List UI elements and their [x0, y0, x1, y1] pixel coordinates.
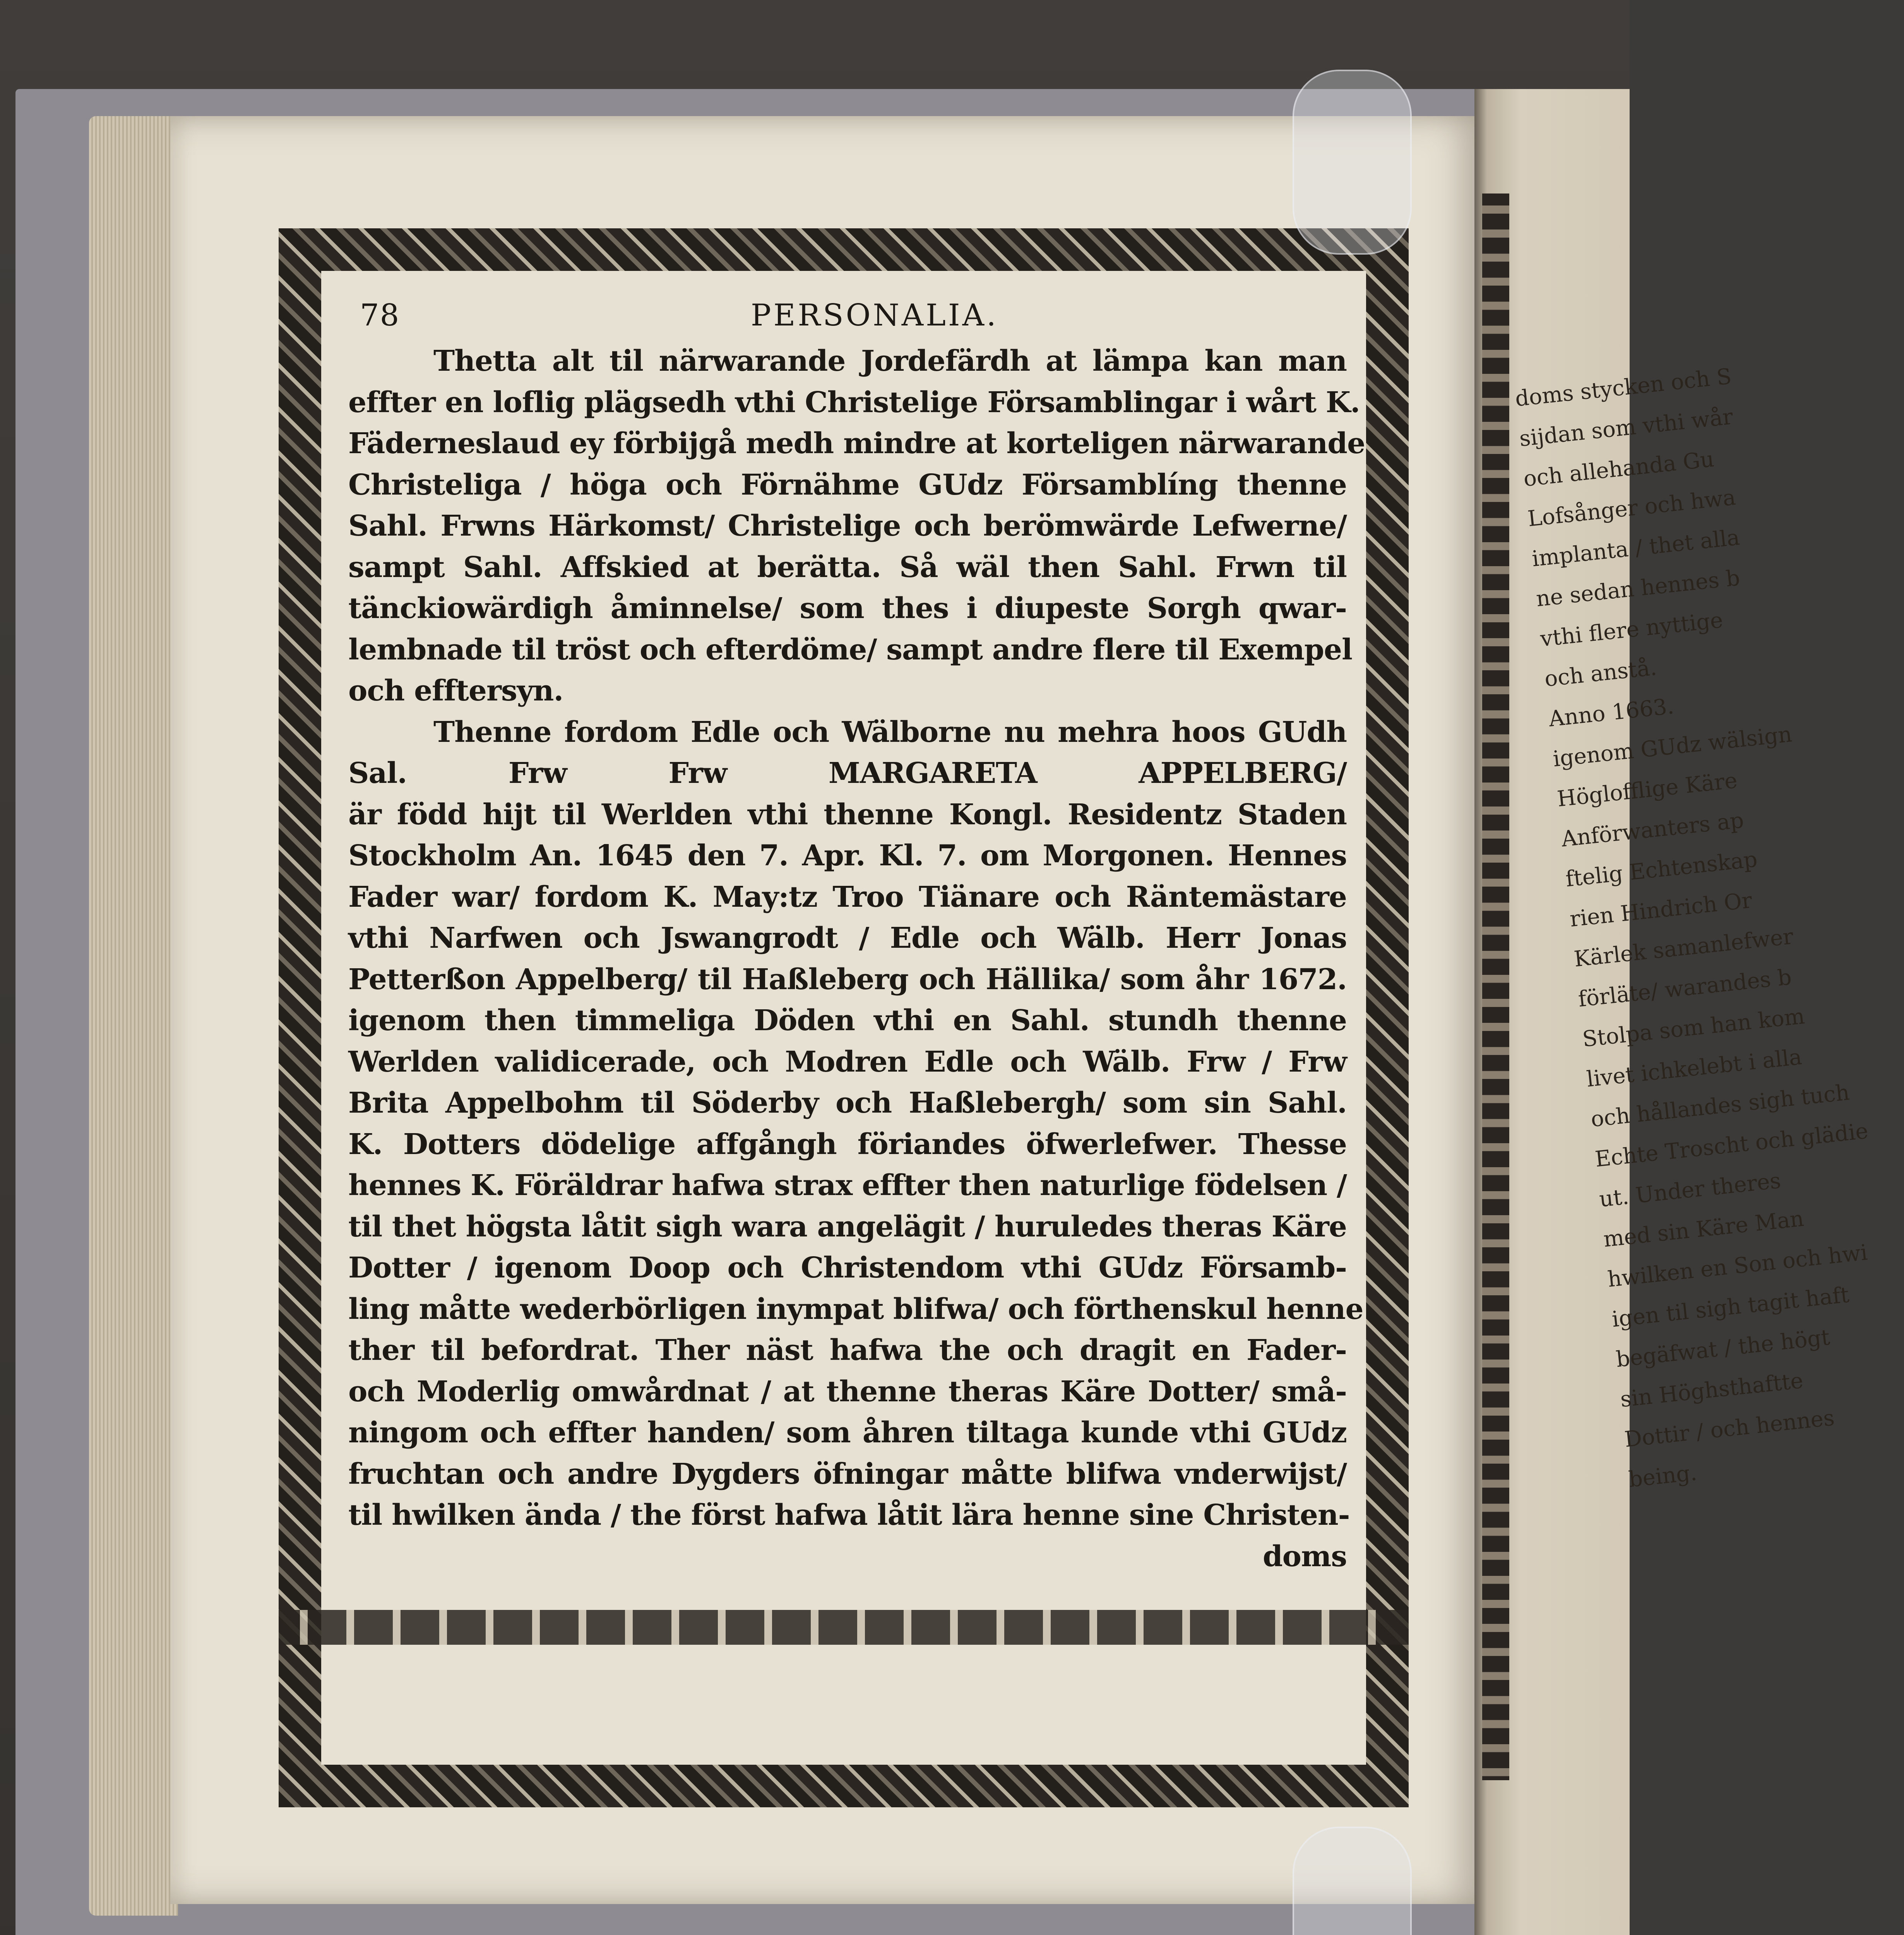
- text-line: tänckiowärdigh åminnelse/ som thes i diupeste Sorgh qwar-: [348, 592, 1347, 625]
- text-line: Petterßon Appelberg/ til Haßleberg och Hällika/ som åhr 1672.: [348, 962, 1347, 996]
- facing-text-line: och anstå.: [1543, 655, 1658, 692]
- facing-text-line: och hållandes sigh tuch: [1589, 1080, 1851, 1132]
- facing-text-line: ne sedan hennes b: [1535, 565, 1741, 612]
- facing-text-line: vthi flere nyttige: [1539, 607, 1724, 652]
- text-line: Werlden validicerade, och Modren Edle och Wälb. Frw / Frw: [348, 1045, 1347, 1079]
- facing-text-line: Kärlek samanlefwer: [1573, 924, 1794, 972]
- running-head: PERSONALIA.: [751, 298, 998, 333]
- text-line: Brita Appelbohm til Söderby och Haßlebergh/ som sin Sahl.: [348, 1086, 1347, 1120]
- text-line: ningom och effter handen/ som åhren tiltaga kunde vthi GUdz: [348, 1416, 1347, 1449]
- facing-text-line: sijdan som vthi wår: [1518, 404, 1734, 452]
- text-line: Sahl. Frwns Härkomst/ Christelige och berömwärde Lefwerne/: [348, 509, 1347, 543]
- text-block: [348, 298, 1365, 1577]
- text-line: Fader war/ fordom K. May:tz Troo Tiänare och Räntemästare: [348, 880, 1347, 914]
- ornamental-frame-inner-band: [279, 1610, 1409, 1645]
- facing-text-line: ftelig Echtenskap: [1564, 847, 1759, 892]
- facing-text-line: rien Hindrich Or: [1568, 888, 1753, 932]
- page-header: [348, 298, 1347, 341]
- bottom-clip: [1293, 1827, 1412, 1935]
- facing-text-line: Stolpa som han kom: [1581, 1003, 1806, 1052]
- facing-text-line: förläte/ warandes b: [1577, 964, 1793, 1012]
- text-line: Dotter / igenom Doop och Christendom vthi GUdz Församb-: [348, 1251, 1347, 1284]
- text-line: och efftersyn.: [348, 674, 563, 707]
- text-line: fruchtan och andre Dygders öfningar måtte blifwa vnderwijst/: [348, 1457, 1347, 1491]
- facing-text-line: implanta / thet alla: [1531, 525, 1741, 572]
- page-edges: [89, 116, 178, 1916]
- text-line: effter en loflig plägsedh vthi Christelige Församblingar i wårt K.: [348, 385, 1360, 419]
- facing-text-line: doms stycken och S: [1514, 364, 1733, 412]
- facing-text-line: Echte Troscht och glädie: [1594, 1118, 1870, 1172]
- facing-text-line: Anförwanters ap: [1560, 808, 1745, 852]
- text-line: hennes K. Föräldrar hafwa strax effter then naturlige födelsen /: [348, 1169, 1347, 1202]
- text-line: Christeliga / höga och Förnähme GUdz Församblíng thenne: [348, 468, 1347, 502]
- facing-text-line: livet ichkelebt i alla: [1585, 1044, 1803, 1092]
- text-line: til thet högsta låtit sigh wara angelägit / huruledes theras Käre: [348, 1210, 1347, 1243]
- text-line: är född hijt til Werlden vthi thenne Kongl. Residentz Staden: [348, 798, 1347, 831]
- text-line: Stockholm An. 1645 den 7. Apr. Kl. 7. om Morgonen. Hennes: [348, 839, 1347, 872]
- facing-text-line: igenom GUdz wälsign: [1551, 721, 1793, 772]
- facing-text-line: hwilken en Son och hwi: [1606, 1240, 1869, 1293]
- facing-text-line: sin Höghsthaftte: [1619, 1368, 1805, 1413]
- body-text: [348, 341, 1365, 1577]
- facing-text-line: Lofsånger och hwa: [1526, 485, 1737, 532]
- text-line: lembnade til tröst och efterdöme/ sampt andre flere til Exempel: [348, 633, 1353, 666]
- text-line: igenom then timmeliga Döden vthi en Sahl. stundh thenne: [348, 1004, 1347, 1037]
- facing-text-line: begäfwat / the högt: [1615, 1325, 1831, 1372]
- text-line: ling måtte wederbörligen inympat blifwa/ och förthenskul henne: [348, 1292, 1363, 1326]
- facing-text-line: Anno 1663.: [1547, 694, 1675, 732]
- facing-text-line: igen til sigh tagit haft: [1611, 1282, 1851, 1332]
- facing-text-line: ut. Under theres: [1598, 1168, 1782, 1212]
- facing-text-line: Dottir / och hennes: [1623, 1405, 1836, 1452]
- facing-text-line: och allehanda Gu: [1522, 447, 1716, 492]
- text-line: och Moderlig omwårdnat / at thenne theras Käre Dotter/ små-: [348, 1375, 1347, 1408]
- facing-text-line: med sin Käre Man: [1602, 1206, 1805, 1252]
- text-line: sampt Sahl. Affskied at berätta. Så wäl then Sahl. Frwn til: [348, 550, 1347, 584]
- text-line: Thenne fordom Edle och Wälborne nu mehra hoos GUdh: [433, 715, 1347, 749]
- text-line: vthi Narfwen och Jswangrodt / Edle och Wälb. Herr Jonas: [348, 921, 1347, 955]
- text-line: K. Dotters dödelige affgångh föriandes öfwerlefwer. Thesse: [348, 1127, 1347, 1161]
- facing-text-line: Höglofflige Käre: [1556, 768, 1739, 812]
- text-line: doms: [1262, 1539, 1347, 1573]
- text-line: ther til befordrat. Ther näst hafwa the och dragit en Fader-: [348, 1334, 1347, 1367]
- text-line: til hwilken ända / the först hafwa låtit lära henne sine Christen-: [348, 1498, 1350, 1532]
- text-line: Sal. Frw Frw MARGARETA APPELBERG/: [348, 757, 1347, 790]
- page-number: 78: [360, 298, 400, 333]
- text-line: Fäderneslaud ey förbijgå medh mindre at korteligen närwarande: [348, 427, 1365, 460]
- top-clip: [1293, 70, 1412, 255]
- facing-text-line: being.: [1627, 1460, 1698, 1493]
- text-line: Thetta alt til närwarande Jordefärdh at lämpa kan man: [433, 344, 1347, 378]
